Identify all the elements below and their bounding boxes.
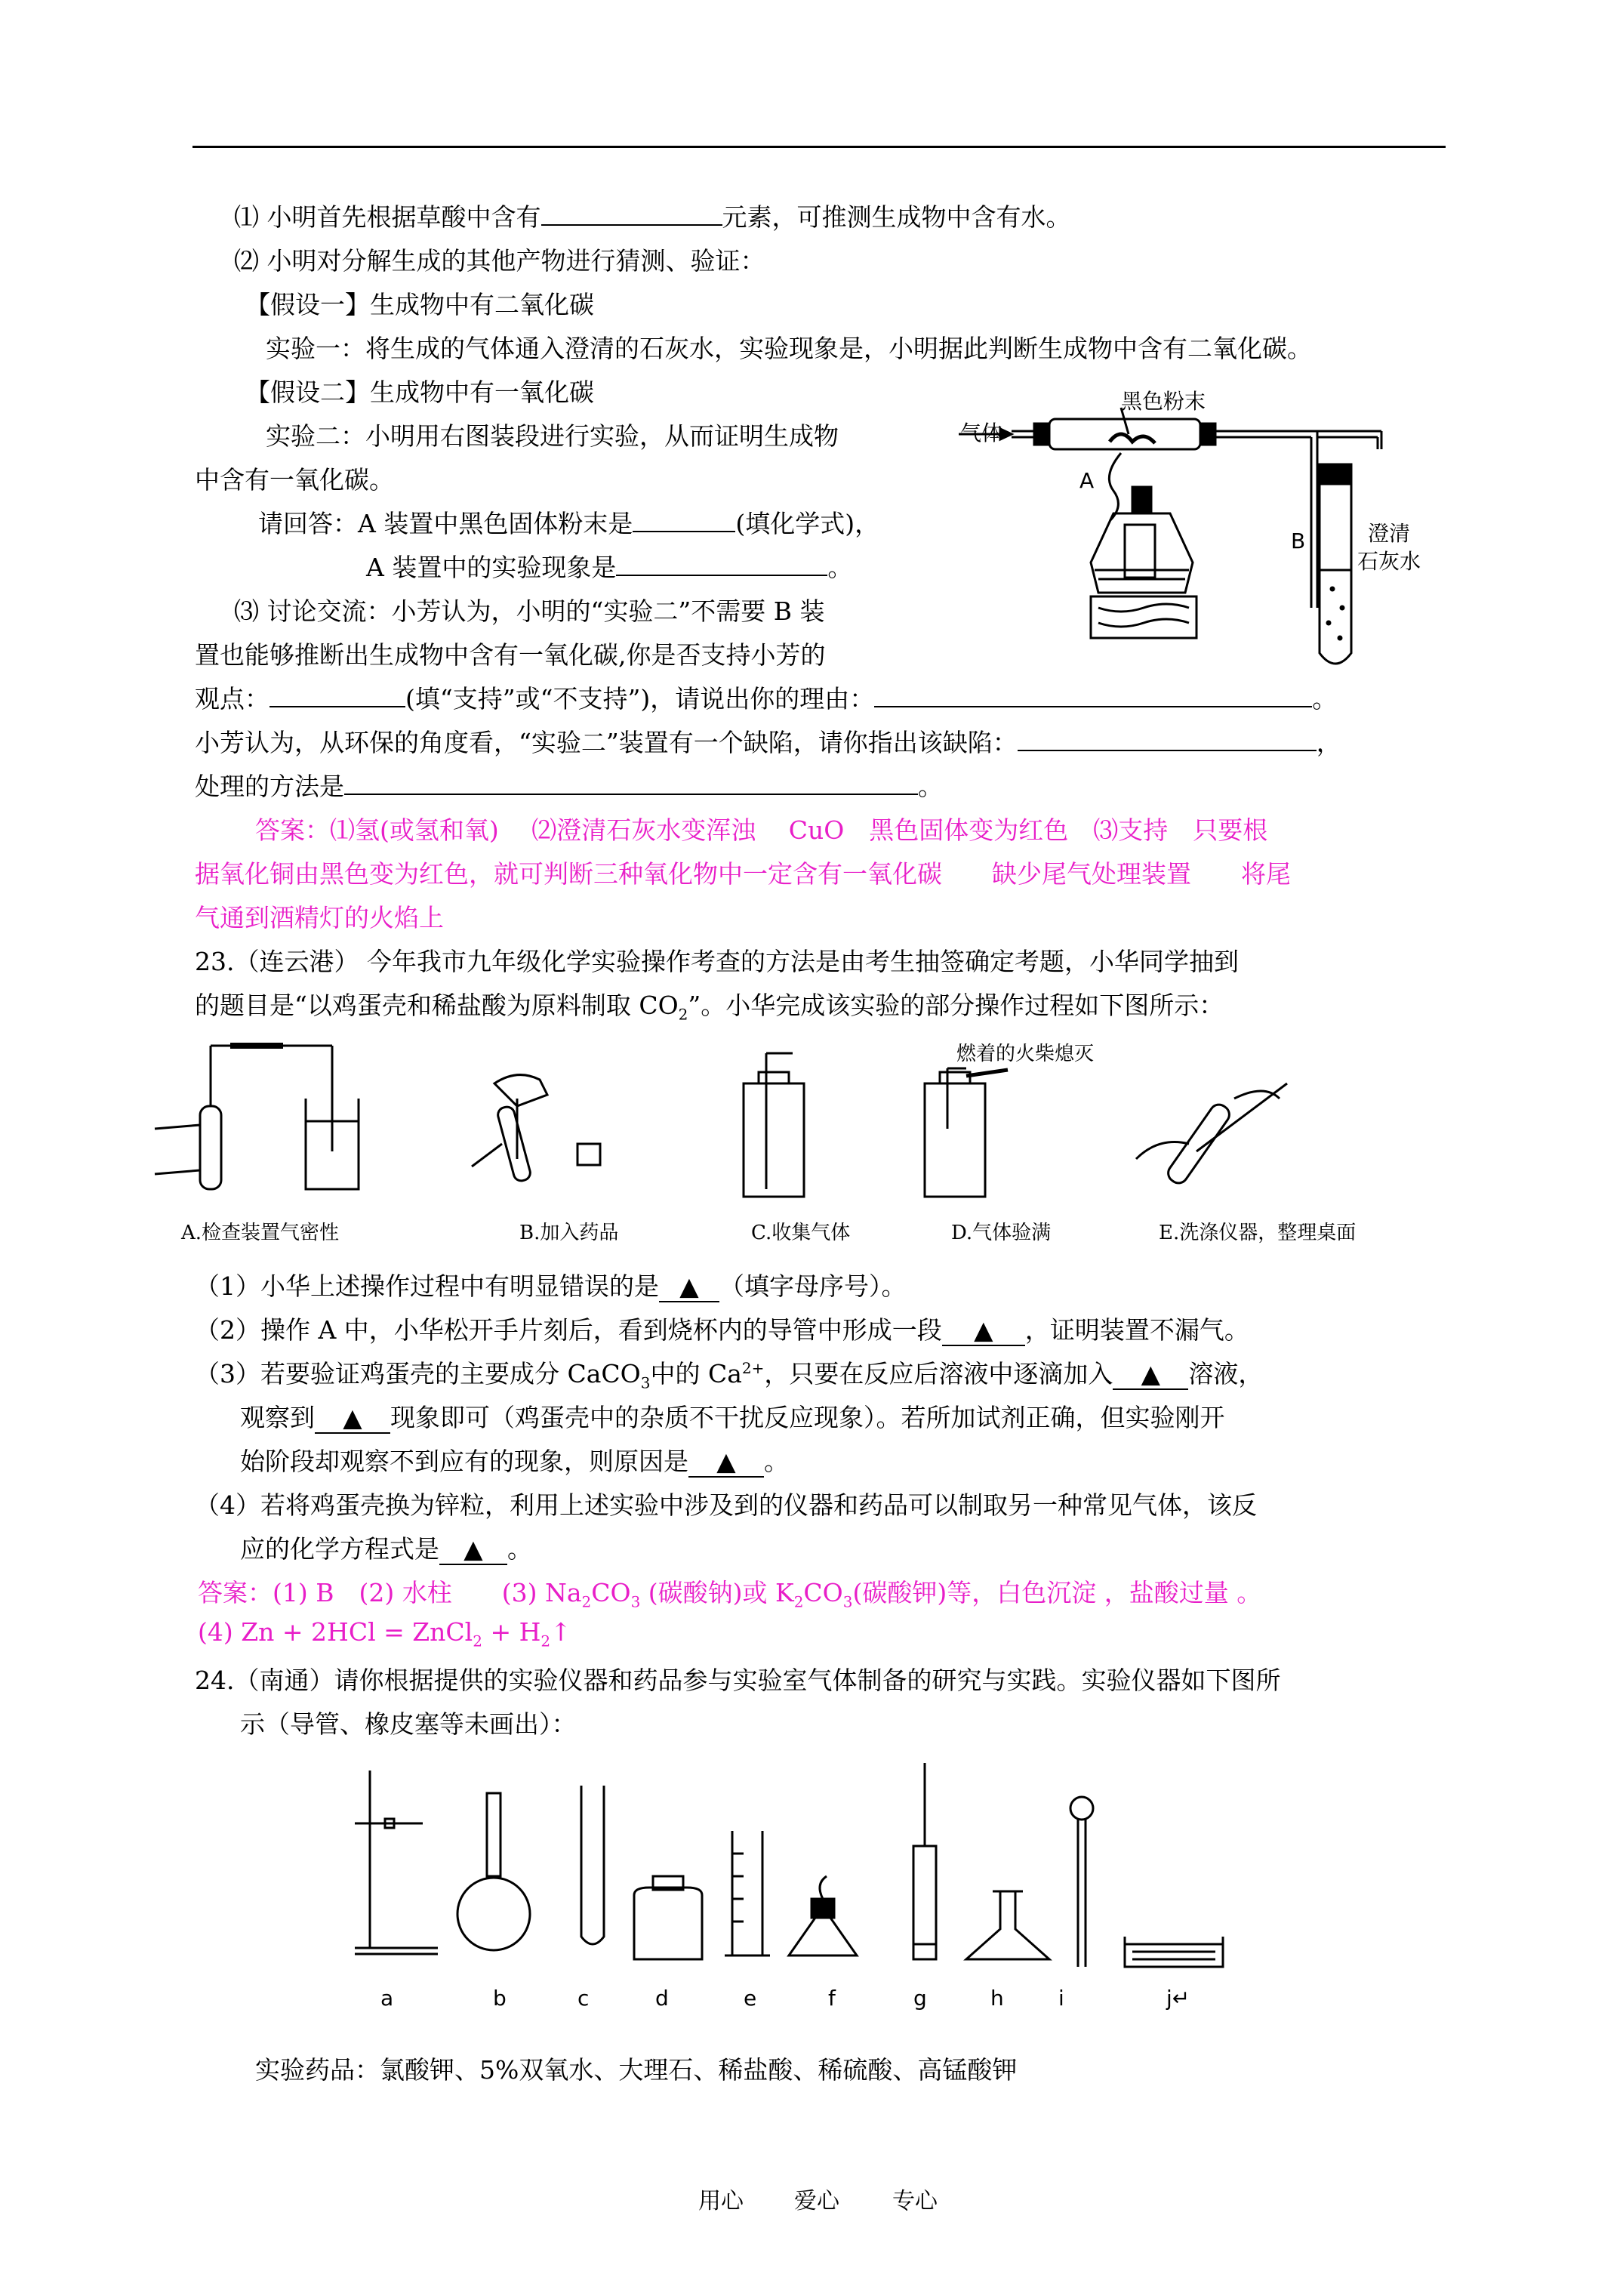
match-extinguished-label: 燃着的火柴熄灭 — [956, 1043, 1095, 1065]
instrument-label-b: b — [493, 1986, 507, 2011]
footer-item-3: 专心 — [892, 2188, 938, 2214]
answer-blank-triangle[interactable]: ▲ — [439, 1534, 507, 1565]
instrument-label-d: d — [655, 1986, 669, 2011]
q23-sub1: （1）小华上述操作过程中有明显错误的是 ▲ （填字母序号）。 — [195, 1271, 907, 1301]
q22-part3-line1: ⑶ 讨论交流：小芳认为，小明的“实验二”不需要 B 装 — [234, 596, 825, 626]
hypothesis-1: 【假设一】生成物中有二氧化碳 — [245, 290, 594, 319]
q23-answer-line1: 答案：(1) B (2) 水柱 (3) $Na_2CO_3$ (碳酸钠)或 $K_2CO_3$(碳酸钾)等，白色沉淀 ，盐酸过量 。 — [198, 1578, 1262, 1611]
q23-sub3-line1: （3）若要验证鸡蛋壳的主要成分 CaCO$_3$中的 $Ca^{2+}$，只要在反应后溶液中逐滴加入 ▲ 溶液， — [195, 1359, 1264, 1392]
answer-blank[interactable] — [1018, 727, 1317, 751]
q23-sub4-line2: 应的化学方程式是 ▲ 。 — [240, 1534, 532, 1564]
answer-blank[interactable] — [269, 683, 405, 707]
instrument-label-j: j↵ — [1166, 1986, 1190, 2011]
q22-part3-line3: 观点： (填“支持”或“不支持”)，请说出你的理由： 。 — [195, 684, 1338, 713]
q22-part2: ⑵ 小明对分解生成的其他产物进行猜测、验证： — [234, 246, 765, 276]
label-B: B — [1291, 529, 1306, 553]
answer-blank[interactable] — [541, 202, 722, 226]
q22-part3-line2: 置也能够推断出生成物中含有一氧化碳,你是否支持小芳的 — [195, 640, 826, 670]
answer-blank-triangle[interactable]: ▲ — [315, 1403, 390, 1434]
instrument-label-a: a — [380, 1986, 394, 2011]
q23-line1: 23.（连云港） 今年我市九年级化学实验操作考查的方法是由考生抽签确定考题，小华同学抽到 — [195, 947, 1239, 976]
instrument-label-i: i — [1058, 1986, 1064, 2011]
answer-blank[interactable] — [874, 683, 1312, 707]
q23-sub2: （2）操作 A 中，小华松开手片刻后，看到烧杯内的导管中形成一段 ▲ ，证明装置不漏气。 — [195, 1315, 1249, 1345]
q22-answer-line3: 气通到酒精灯的火焰上 — [195, 903, 444, 932]
q22-part3-line4: 小芳认为，从环保的角度看，“实验二”装置有一个缺陷，请你指出该缺陷： ， — [195, 728, 1341, 757]
question-a-powder: 请回答：A 装置中黑色固体粉末是 (填化学式)， — [258, 509, 880, 538]
instrument-label-f: f — [828, 1986, 836, 2011]
gas-label: 气体 — [960, 421, 1003, 445]
operations-drawing — [155, 1038, 1431, 1212]
q22-answer-line1: 答案：⑴氢(或氢和氧) ⑵澄清石灰水变浑浊 CuO 黑色固体变为红色 ⑶支持 只要根 — [255, 815, 1268, 845]
experiment-2-line1: 实验二：小明用右图装段进行实验，从而证明生成物 — [266, 421, 839, 451]
q23-sub3-line2: 观察到 ▲ 现象即可（鸡蛋壳中的杂质不干扰反应现象）。若所加试剂正确，但实验刚开 — [240, 1403, 1225, 1432]
hypothesis-2: 【假设二】生成物中有一氧化碳 — [245, 378, 594, 407]
q22-part1: ⑴ 小明首先根据草酸中含有 元素，可推测生成物中含有水。 — [234, 202, 1071, 232]
caption-A: A.检查装置气密性 — [181, 1222, 340, 1244]
q22-part3-line5: 处理的方法是 。 — [195, 772, 943, 801]
caption-D: D.气体验满 — [951, 1222, 1052, 1244]
instrument-label-c: c — [577, 1986, 590, 2011]
answer-blank-triangle[interactable]: ▲ — [659, 1271, 719, 1302]
experiment-2-line2: 中含有一氧化碳。 — [195, 465, 394, 495]
caption-C: C.收集气体 — [751, 1222, 851, 1244]
black-powder-label: 黑色粉末 — [1121, 389, 1206, 414]
instrument-label-g: g — [913, 1986, 927, 2011]
limewater-label-2: 石灰水 — [1357, 549, 1421, 574]
q24-line2: 示（导管、橡皮塞等未画出）： — [240, 1709, 577, 1739]
q23-answer-line2: (4) Zn + 2HCl = ZnCl$_2$ + $H_2↑$ — [198, 1617, 571, 1650]
q24-reagents: 实验药品：氯酸钾、5%双氧水、大理石、稀盐酸、稀硫酸、高锰酸钾 — [255, 2055, 1018, 2085]
experiment-1: 实验一：将生成的气体通入澄清的石灰水，实验现象是，小明据此判断生成物中含有二氧化碳。 — [266, 334, 1312, 363]
instruments-drawing — [355, 1763, 1246, 1967]
answer-blank[interactable] — [344, 771, 918, 795]
label-A: A — [1079, 468, 1095, 493]
q23-sub3-line3: 始阶段却观察不到应有的现象，则原因是 ▲ 。 — [240, 1447, 789, 1476]
footer-item-1: 用心 — [698, 2188, 744, 2214]
answer-blank-triangle[interactable]: ▲ — [688, 1447, 764, 1478]
q22-answer-line2: 据氧化铜由黑色变为红色，就可判断三种氧化物中一定含有一氧化碳 缺少尾气处理装置 将尾 — [195, 859, 1291, 889]
question-a-phenomenon: A 装置中的实验现象是 。 — [366, 553, 853, 582]
q23-sub4-line1: （4）若将鸡蛋壳换为锌粒，利用上述实验中涉及到的仪器和药品可以制取另一种常见气体，该反 — [195, 1490, 1257, 1520]
instrument-label-e: e — [744, 1986, 757, 2011]
instrument-label-h: h — [990, 1986, 1004, 2011]
answer-blank-triangle[interactable]: ▲ — [942, 1315, 1025, 1346]
answer-blank[interactable] — [633, 508, 735, 532]
answer-blank[interactable] — [616, 552, 827, 576]
caption-E: E.洗涤仪器，整理桌面 — [1159, 1222, 1357, 1244]
caption-B: B.加入药品 — [519, 1222, 619, 1244]
header-rule — [192, 146, 1446, 148]
q24-line1: 24.（南通）请你根据提供的实验仪器和药品参与实验室气体制备的研究与实践。实验仪器如下图所 — [195, 1666, 1281, 1695]
footer-item-2: 爱心 — [794, 2188, 839, 2214]
q23-line2: 的题目是“以鸡蛋壳和稀盐酸为原料制取 $CO_2$”。小华完成该实验的部分操作过程如下图所示： — [195, 991, 1224, 1024]
limewater-label-1: 澄清 — [1368, 521, 1411, 546]
answer-blank-triangle[interactable]: ▲ — [1113, 1359, 1188, 1390]
